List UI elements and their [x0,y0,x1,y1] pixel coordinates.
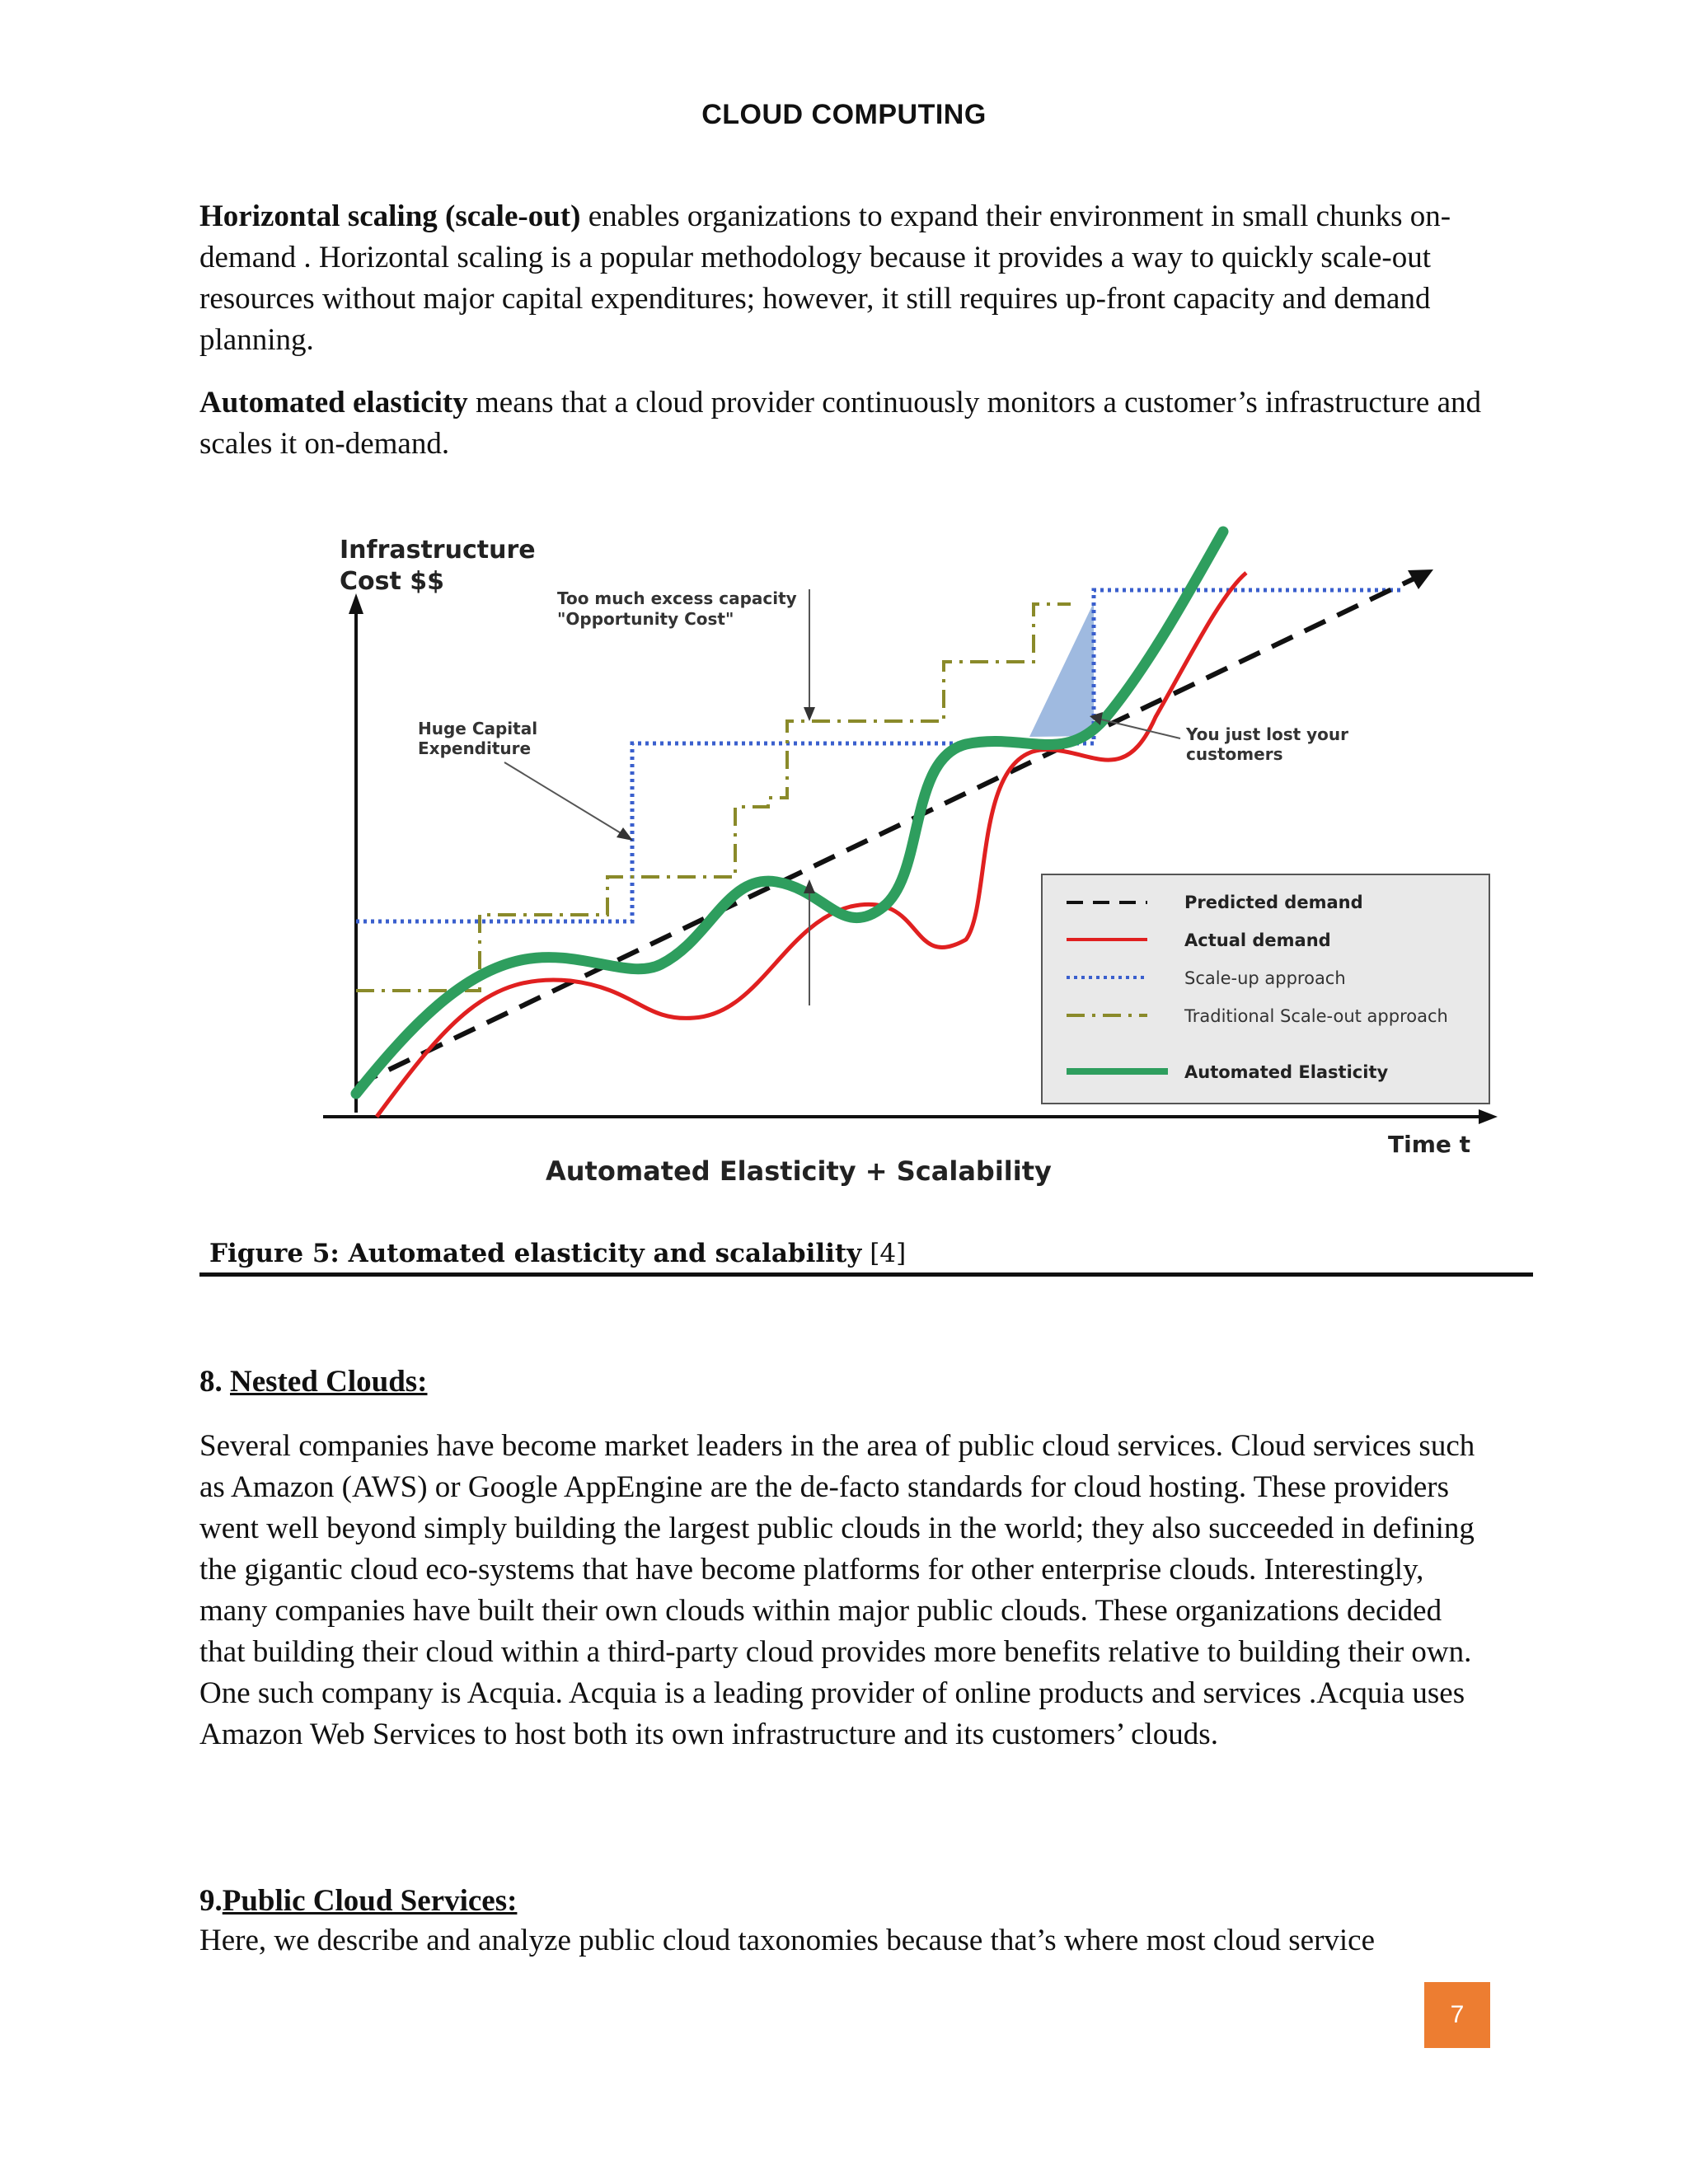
lost-customers-area [1029,602,1094,737]
excess-capacity-arrow [804,707,815,721]
figure-rule [199,1272,1533,1277]
section-9-number: 9. [199,1884,223,1918]
capex-pointer [504,762,626,837]
section-8-heading [199,1364,428,1399]
section-9-title: Public Cloud Services: [222,1884,518,1918]
legend-label-predicted: Predicted demand [1184,893,1363,912]
automated-elasticity-paragraph [199,382,1485,465]
section-8-title: Nested Clouds: [230,1365,428,1399]
y-axis-arrow [349,593,363,614]
automated-elasticity-text: means that a cloud provider continuously monitors a customer’s infrastructure and scales it on-demand. [199,386,1482,461]
running-header: CLOUD COMPUTING [701,99,987,130]
legend-label-scale-out: Traditional Scale-out approach [1184,1006,1448,1026]
figure-caption-ref: [4] [870,1239,907,1268]
horizontal-scaling-paragraph [199,196,1485,361]
lost-customers-label-line1: You just lost your [1186,724,1349,744]
page-number-badge: 7 [1424,1982,1490,2048]
figure-caption-main: Figure 5: Automated elasticity and scalability [209,1239,862,1268]
legend-label-scale-up: Scale-up approach [1184,968,1346,988]
automated-elasticity-term: Automated elasticity [199,386,468,419]
capex-label-line1: Huge Capital [418,719,538,738]
x-axis-label: Time t [1388,1131,1470,1158]
nested-clouds-paragraph [199,1426,1485,1755]
x-axis-arrow [1479,1109,1498,1124]
section-8-number: 8. [199,1365,230,1399]
y-axis-label-line1: Infrastructure [340,536,536,565]
figure-caption [209,1239,906,1268]
capex-label-line2: Expenditure [418,738,532,758]
nested-clouds-text: Several companies have become market leaders in the area of public cloud services. Cloud services such as Amazon (AWS) or Google AppEngine are the de-facto standards for cloud hosting. These providers went well beyond simply building the largest public clouds in the world; they also succeeded in defining the gigantic cloud eco-systems that have become platforms for other enterprise clouds. Interestingly, many companies have built their own clouds within major public clouds. These organizations decided that building their cloud within a third-party cloud provides more benefits relative to building their own. One such company is Acquia. Acquia is a leading provider of online products and services .Acquia uses Amazon Web Services to host both its own infrastructure and its customers’ clouds. [199,1429,1475,1751]
elasticity-figure [199,511,1535,1286]
legend-label-elasticity: Automated Elasticity [1184,1062,1389,1082]
legend-label-actual: Actual demand [1184,930,1331,950]
section-9-heading [199,1883,517,1919]
lost-customers-pointer [1098,719,1180,738]
excess-capacity-label-line1: Too much excess capacity [557,588,797,608]
scale-out-line [356,604,1071,991]
excess-capacity-label-line2: "Opportunity Cost" [557,609,734,629]
y-axis-label-line2: Cost $$ [340,567,445,596]
horizontal-scaling-text: enables organizations to expand their environment in small chunks on-demand . Horizontal scaling is a popular methodology because it provides a way to quickly scale-out resources without major capital expenditures; however, it still requires up-front capacity and demand planning. [199,199,1451,357]
chart-title: Automated Elasticity + Scalability [546,1155,1052,1187]
horizontal-scaling-term: Horizontal scaling (scale-out) [199,199,581,233]
elasticity-diagram [199,511,1535,1286]
lost-customers-label-line2: customers [1186,744,1283,764]
public-cloud-paragraph [199,1920,1485,1961]
public-cloud-text: Here, we describe and analyze public cloud taxonomies because that’s where most cloud service [199,1924,1376,1957]
